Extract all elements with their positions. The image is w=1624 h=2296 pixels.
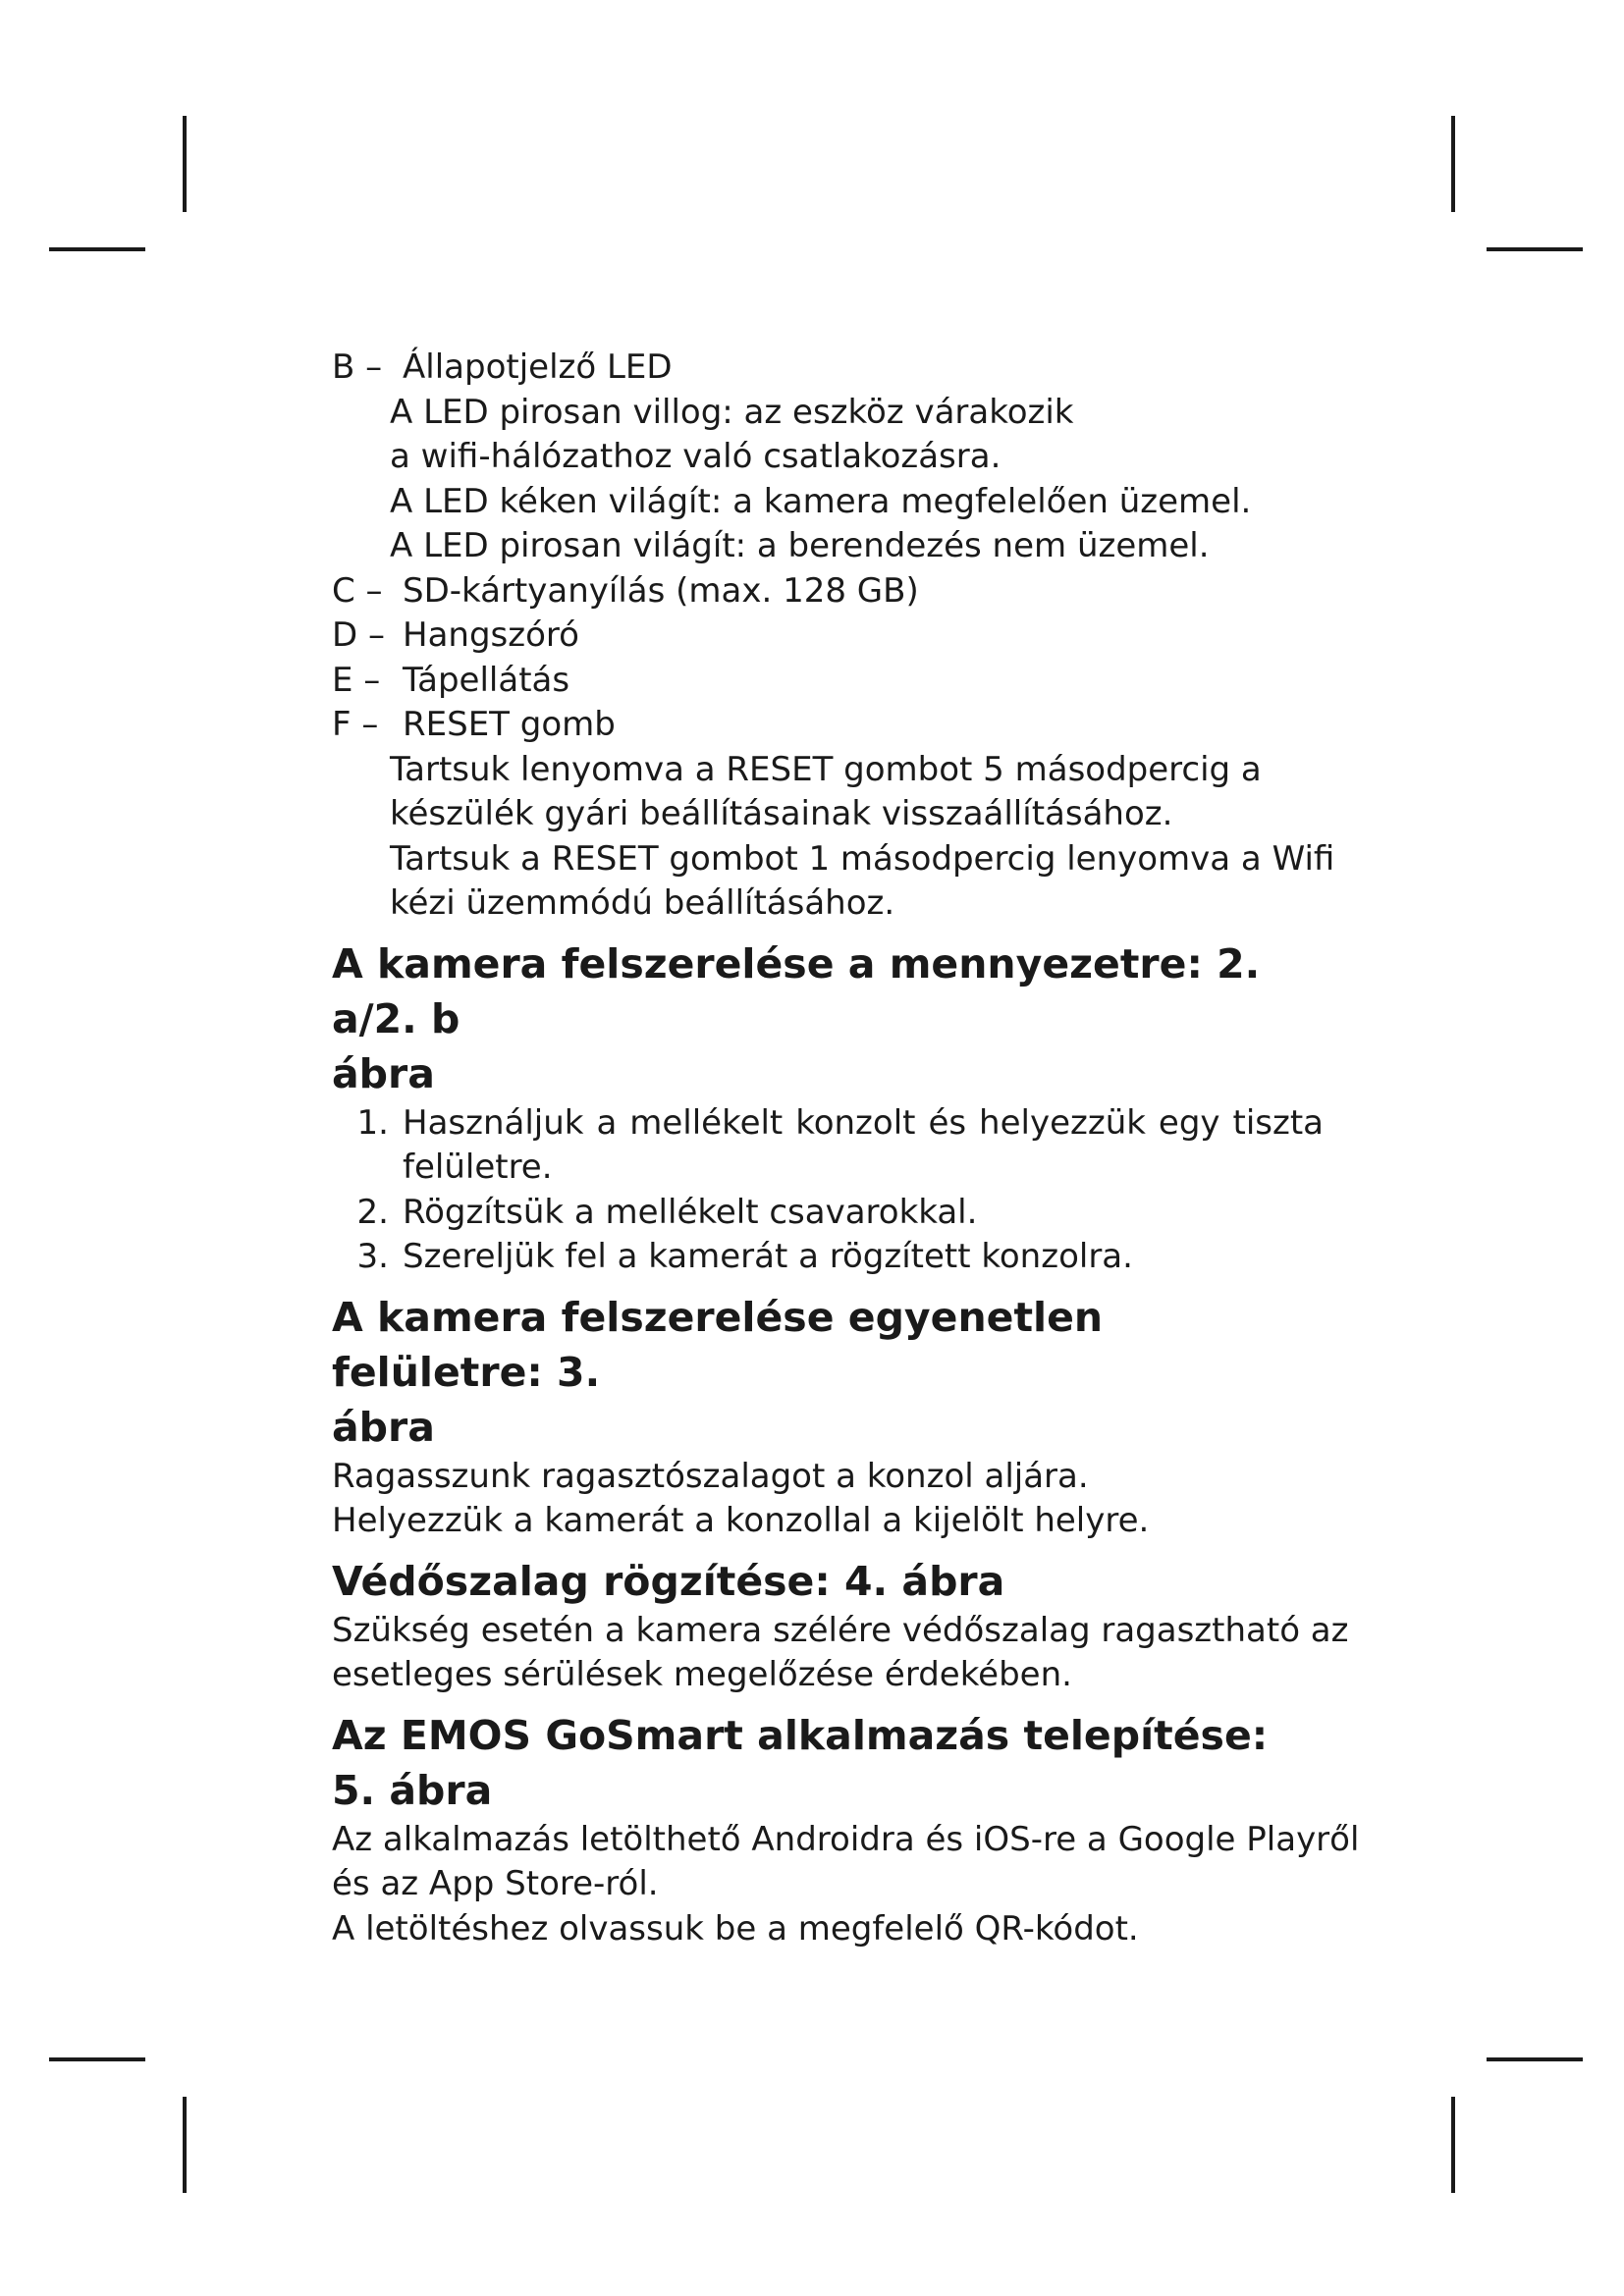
section-heading-uneven (332, 1290, 1324, 1455)
legend-label: Hangszóró (403, 615, 579, 655)
legend-detail: kézi üzemmódú beállításához. (390, 883, 895, 923)
crop-mark-top-left-horizontal (49, 247, 145, 251)
legend-item-e (332, 659, 1324, 704)
paragraph-line: esetleges sérülések megelőzése érdekében. (332, 1655, 1072, 1694)
section-heading-app: Az EMOS GoSmart alkalmazás telepítése: 5. ábra (332, 1711, 1269, 1814)
section-heading-ceiling (332, 936, 1324, 1101)
list-number: 1. (356, 1102, 389, 1143)
list-item (332, 1191, 1324, 1236)
list-number: 2. (356, 1192, 389, 1232)
list-item (332, 1101, 1324, 1191)
legend-item-d (332, 614, 1324, 659)
paragraph-line: A letöltéshez olvassuk be a megfelelő QR-kódot. (332, 1908, 1139, 1949)
legend-detail: készülék gyári beállításainak visszaállításához. (390, 794, 1173, 833)
crop-mark-top-left-vertical (183, 116, 187, 212)
crop-mark-bottom-right-horizontal (1487, 2057, 1583, 2061)
list-text: Rögzítsük a mellékelt csavarokkal. (403, 1192, 978, 1232)
legend-letter: C – (332, 570, 383, 611)
paragraph-line: Az alkalmazás letölthető Androidra és iOS-re a Google Playről (332, 1819, 1360, 1859)
legend-detail: Tartsuk a RESET gombot 1 másodpercig lenyomva a Wifi (390, 838, 1335, 879)
crop-mark-top-right-horizontal (1487, 247, 1583, 251)
heading-line: A kamera felszerelése a mennyezetre: 2. a/2. b (332, 939, 1261, 1042)
legend-letter: E – (332, 660, 381, 700)
legend-label: SD-kártyanyílás (max. 128 GB) (403, 570, 919, 611)
page-content (332, 346, 1360, 1951)
paragraph-line: Helyezzük a kamerát a konzollal a kijelölt helyre. (332, 1501, 1150, 1540)
crop-mark-bottom-right-vertical (1451, 2097, 1455, 2193)
paragraph-line: Szükség esetén a kamera szélére védőszalag ragasztható az (332, 1610, 1349, 1650)
list-item (332, 1235, 1324, 1280)
legend-letter: D – (332, 615, 385, 655)
legend-label: Tápellátás (403, 660, 570, 700)
legend-detail: A LED pirosan világít: a berendezés nem üzemel. (390, 526, 1210, 565)
legend-detail: a wifi-hálózathoz való csatlakozásra. (390, 437, 1001, 476)
crop-mark-bottom-left-vertical (183, 2097, 187, 2193)
legend-item-b (332, 346, 1324, 391)
heading-line: A kamera felszerelése egyenetlen felületre: 3. (332, 1293, 1104, 1396)
list-text: Szereljük fel a kamerát a rögzített konzolra. (403, 1237, 1133, 1276)
paragraph-line: és az App Store-ról. (332, 1864, 659, 1903)
legend-item-f (332, 703, 1324, 748)
legend-detail: A LED kéken világít: a kamera megfelelően üzemel. (390, 481, 1252, 521)
crop-mark-top-right-vertical (1451, 116, 1455, 212)
heading-line: ábra (332, 1049, 435, 1097)
legend-label: RESET gomb (403, 705, 616, 744)
section-heading-tape: Védőszalag rögzítése: 4. ábra (332, 1557, 1005, 1605)
paragraph-line: Ragasszunk ragasztószalagot a konzol aljára. (332, 1456, 1089, 1496)
legend-detail: A LED pirosan villog: az eszköz várakozik (390, 392, 1074, 432)
legend-letter: F – (332, 705, 379, 744)
heading-line: ábra (332, 1403, 435, 1451)
legend-item-c (332, 569, 1324, 614)
legend-label: Állapotjelző LED (403, 347, 673, 387)
legend-detail: Tartsuk lenyomva a RESET gombot 5 másodpercig a (390, 749, 1262, 789)
list-number: 3. (356, 1237, 389, 1276)
legend-letter: B – (332, 347, 383, 387)
crop-mark-bottom-left-horizontal (49, 2057, 145, 2061)
list-text: Használjuk a mellékelt konzolt és helyezzük egy tiszta felületre. (403, 1102, 1324, 1187)
